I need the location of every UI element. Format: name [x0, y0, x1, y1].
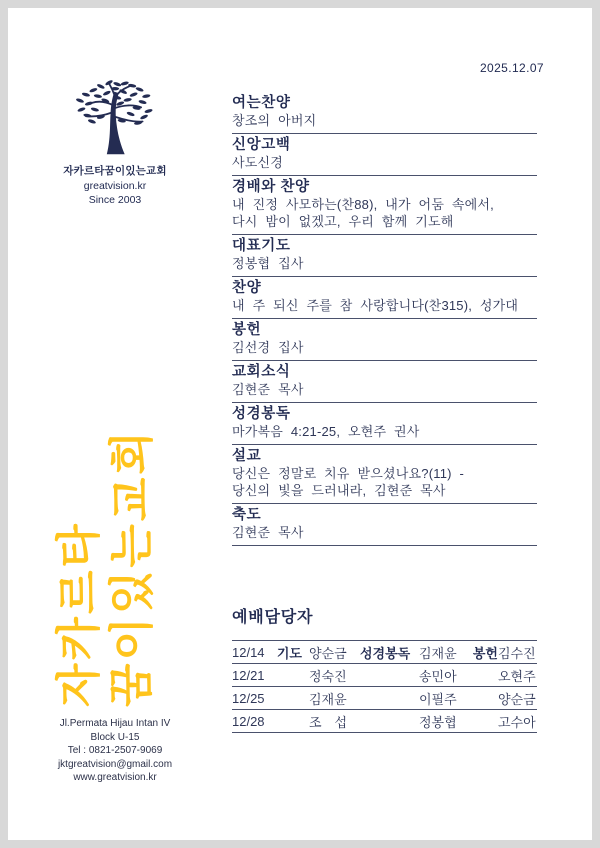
bulletin-page	[8, 8, 592, 840]
section-content: 정봉협 집사	[232, 256, 304, 271]
section-content: 다시 밤이 없겠고, 우리 함께 기도해	[232, 214, 454, 229]
cell-date: 12/28	[232, 713, 265, 729]
worship-section-scripture-reading	[232, 403, 537, 445]
worship-section-representative-prayer	[232, 235, 537, 277]
cell-prayer-name: 정숙진	[309, 668, 347, 684]
brand-website: greatvision.kr	[83, 180, 147, 192]
cell-date: 12/14	[232, 644, 265, 660]
cell-prayer-name: 조 섭	[309, 714, 348, 730]
address-line2: Block U-15	[90, 731, 140, 743]
section-title: 설교	[232, 448, 262, 464]
section-title: 축도	[232, 507, 262, 523]
servers-table	[232, 640, 537, 733]
worship-section-confession	[232, 134, 537, 176]
cell-scripture-name: 이필주	[419, 691, 457, 707]
cell-offering-name: 오현주	[498, 668, 536, 684]
vertical-title-line1: 자카르타	[53, 521, 104, 707]
worship-section-praise	[232, 277, 537, 319]
worship-section-church-news	[232, 361, 537, 403]
contact-email: jktgreatvision@gmail.com	[57, 758, 173, 770]
vertical-title-line2: 꿈이있는교회	[106, 428, 157, 707]
section-content: 창조의 아버지	[232, 113, 317, 128]
section-title: 경배와 찬양	[232, 179, 310, 195]
section-content: 당신의 빛을 드러내라, 김현준 목사	[232, 483, 446, 498]
section-title: 대표기도	[232, 238, 291, 254]
contact-address-block	[30, 717, 200, 785]
cell-offering-name: 고수아	[498, 714, 536, 730]
section-title: 찬양	[232, 280, 262, 296]
address-line1: Jl.Permata Hijau Intan IV	[59, 718, 171, 729]
servers-table-row	[232, 709, 537, 732]
cell-label-scripture: 성경봉독	[360, 645, 411, 661]
cell-offering-name: 양순금	[498, 691, 536, 707]
worship-section-offering	[232, 319, 537, 361]
section-content: 김선경 집사	[232, 340, 304, 355]
section-content: 당신은 정말로 치유 받으셨나요?(11) -	[232, 466, 465, 481]
worship-section-benediction	[232, 504, 537, 546]
church-logo-block	[30, 74, 200, 206]
section-title: 교회소식	[232, 364, 291, 380]
cell-label-offering: 봉헌	[472, 645, 498, 661]
section-content: 내 주 되신 주를 참 사랑합니다(찬315), 성가대	[232, 298, 519, 313]
servers-section	[232, 608, 537, 733]
section-title: 신앙고백	[232, 137, 291, 153]
contact-website: www.greatvision.kr	[73, 772, 157, 783]
brand-since: Since 2003	[88, 194, 142, 206]
order-of-worship	[232, 92, 537, 546]
cell-date: 12/21	[232, 667, 265, 683]
servers-table-row	[232, 686, 537, 709]
section-content: 내 진정 사모하는(찬88), 내가 어둠 속에서,	[232, 197, 494, 212]
servers-table-row	[232, 640, 537, 663]
section-content: 김현준 목사	[232, 525, 304, 540]
servers-table-row	[232, 663, 537, 686]
cell-scripture-name: 김재윤	[419, 645, 457, 661]
cell-scripture-name: 정봉협	[419, 714, 457, 730]
section-content: 마가복음 4:21-25, 오현주 권사	[232, 424, 420, 439]
worship-section-sermon	[232, 445, 537, 504]
section-title: 봉헌	[232, 322, 262, 338]
cell-prayer-name: 양순금	[309, 645, 347, 661]
contact-phone: Tel : 0821-2507-9069	[67, 745, 163, 756]
servers-heading: 예배담당자	[232, 609, 314, 626]
worship-section-worship-praise	[232, 176, 537, 235]
section-title: 여는찬양	[232, 95, 291, 111]
tree-logo-icon	[74, 74, 156, 160]
section-title: 성경봉독	[232, 406, 291, 422]
cell-label-prayer: 기도	[276, 645, 302, 661]
cell-prayer-name: 김재윤	[309, 691, 347, 707]
section-content: 김현준 목사	[232, 382, 304, 397]
bulletin-date: 2025.12.07	[479, 61, 544, 75]
section-content: 사도신경	[232, 155, 284, 170]
worship-section-opening-praise	[232, 92, 537, 134]
cell-scripture-name: 송민아	[419, 668, 457, 684]
vertical-church-title	[52, 417, 164, 707]
cell-date: 12/25	[232, 690, 265, 706]
cell-offering-name: 김수진	[498, 645, 536, 661]
church-name: 자카르타꿈이있는교회	[63, 165, 167, 177]
